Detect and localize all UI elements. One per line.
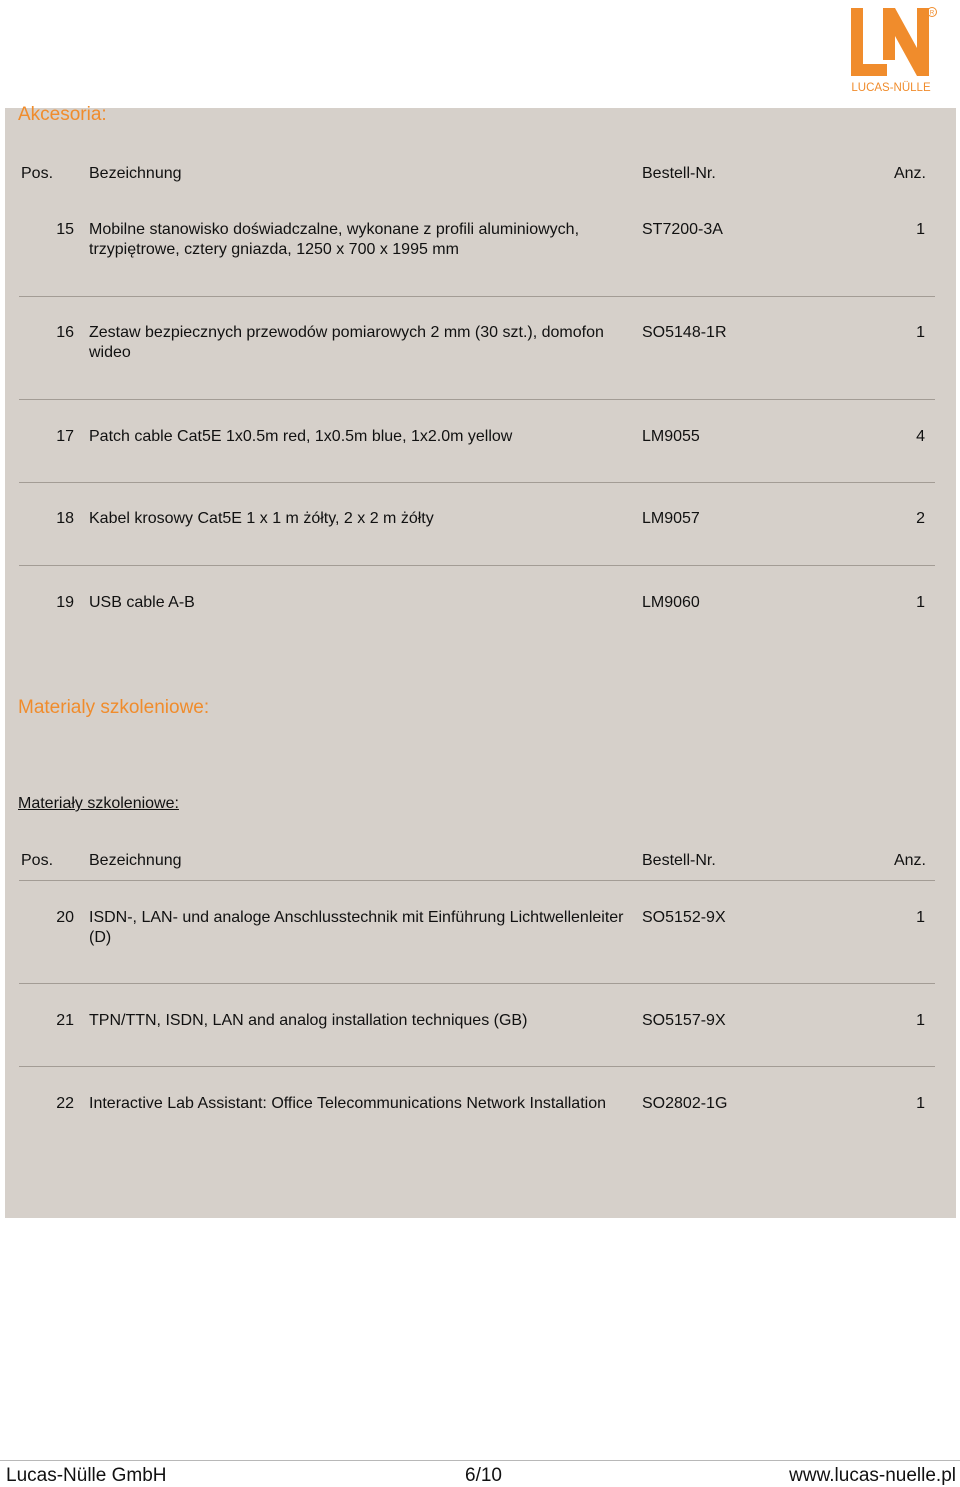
header-divider xyxy=(19,880,935,881)
row-qty: 1 xyxy=(916,324,925,341)
row-divider xyxy=(19,565,935,566)
row-order: SO5152-9X xyxy=(642,909,726,926)
row-order: SO2802-1G xyxy=(642,1095,728,1112)
row-divider xyxy=(19,1066,935,1067)
row-order: LM9055 xyxy=(642,428,700,445)
training-subtitle: Materiały szkoleniowe: xyxy=(18,795,179,812)
training-table-header xyxy=(5,852,956,876)
row-desc: TPN/TTN, ISDN, LAN and analog installation techniques (GB) xyxy=(89,1012,528,1029)
header-pos: Pos. xyxy=(21,165,54,182)
row-desc: Zestaw bezpiecznych przewodów pomiarowych 2 mm (30 szt.), domofon wideo xyxy=(89,324,604,361)
svg-text:R: R xyxy=(929,10,935,17)
row-pos: 20 xyxy=(56,909,74,926)
row-order: LM9060 xyxy=(642,594,700,611)
row-qty: 2 xyxy=(916,510,925,527)
row-qty: 1 xyxy=(916,1095,925,1112)
row-divider xyxy=(19,399,935,400)
row-divider xyxy=(19,482,935,483)
row-desc: ISDN-, LAN- und analoge Anschlusstechnik mit Einführung Lichtwellenleiter (D) xyxy=(89,909,624,946)
accessories-title: Akcesoria: xyxy=(18,104,107,125)
header-qty: Anz. xyxy=(893,852,926,869)
header-desc: Bezeichnung xyxy=(89,165,182,182)
header-order: Bestell-Nr. xyxy=(642,852,716,869)
row-order: LM9057 xyxy=(642,510,700,527)
row-pos: 18 xyxy=(56,510,74,527)
row-desc: USB cable A-B xyxy=(89,594,195,611)
row-order: SO5148-1R xyxy=(642,324,727,341)
ln-monogram-icon xyxy=(851,8,929,76)
header-pos: Pos. xyxy=(21,852,54,869)
row-qty: 1 xyxy=(916,594,925,611)
header-order: Bestell-Nr. xyxy=(642,165,716,182)
row-desc: Patch cable Cat5E 1x0.5m red, 1x0.5m blue, 1x2.0m yellow xyxy=(89,428,513,445)
row-qty: 1 xyxy=(916,909,925,926)
footer-company: Lucas-Nülle GmbH xyxy=(6,1465,167,1486)
footer-website-link[interactable]: www.lucas-nuelle.pl xyxy=(789,1465,956,1486)
row-order: SO5157-9X xyxy=(642,1012,726,1029)
accessories-table-header xyxy=(5,165,956,189)
header-desc: Bezeichnung xyxy=(89,852,182,869)
row-qty: 4 xyxy=(916,428,925,445)
row-qty: 1 xyxy=(916,221,925,238)
row-pos: 16 xyxy=(56,324,74,341)
row-pos: 17 xyxy=(56,428,74,445)
training-title: Materialy szkoleniowe: xyxy=(18,697,210,718)
row-desc: Interactive Lab Assistant: Office Telecommunications Network Installation xyxy=(89,1095,606,1112)
row-pos: 21 xyxy=(56,1012,74,1029)
row-pos: 19 xyxy=(56,594,74,611)
content-panel xyxy=(5,104,956,1218)
footer-page-number: 6/10 xyxy=(465,1465,502,1486)
logo-wordmark: LUCAS-NÜLLE xyxy=(851,82,931,94)
row-order: ST7200-3A xyxy=(642,221,723,238)
row-qty: 1 xyxy=(916,1012,925,1029)
row-desc: Mobilne stanowisko doświadczalne, wykonane z profili aluminiowych, trzypiętrowe, cztery gniazda, 1250 x 700 x 1995 mm xyxy=(89,221,580,258)
row-desc: Kabel krosowy Cat5E 1 x 1 m żółty, 2 x 2 m żółty xyxy=(89,510,434,527)
page-footer xyxy=(0,1460,960,1487)
row-pos: 22 xyxy=(56,1095,74,1112)
row-divider xyxy=(19,983,935,984)
row-divider xyxy=(19,296,935,297)
header-qty: Anz. xyxy=(893,165,926,182)
row-pos: 15 xyxy=(56,221,74,238)
lucas-nuelle-logo xyxy=(843,4,939,96)
